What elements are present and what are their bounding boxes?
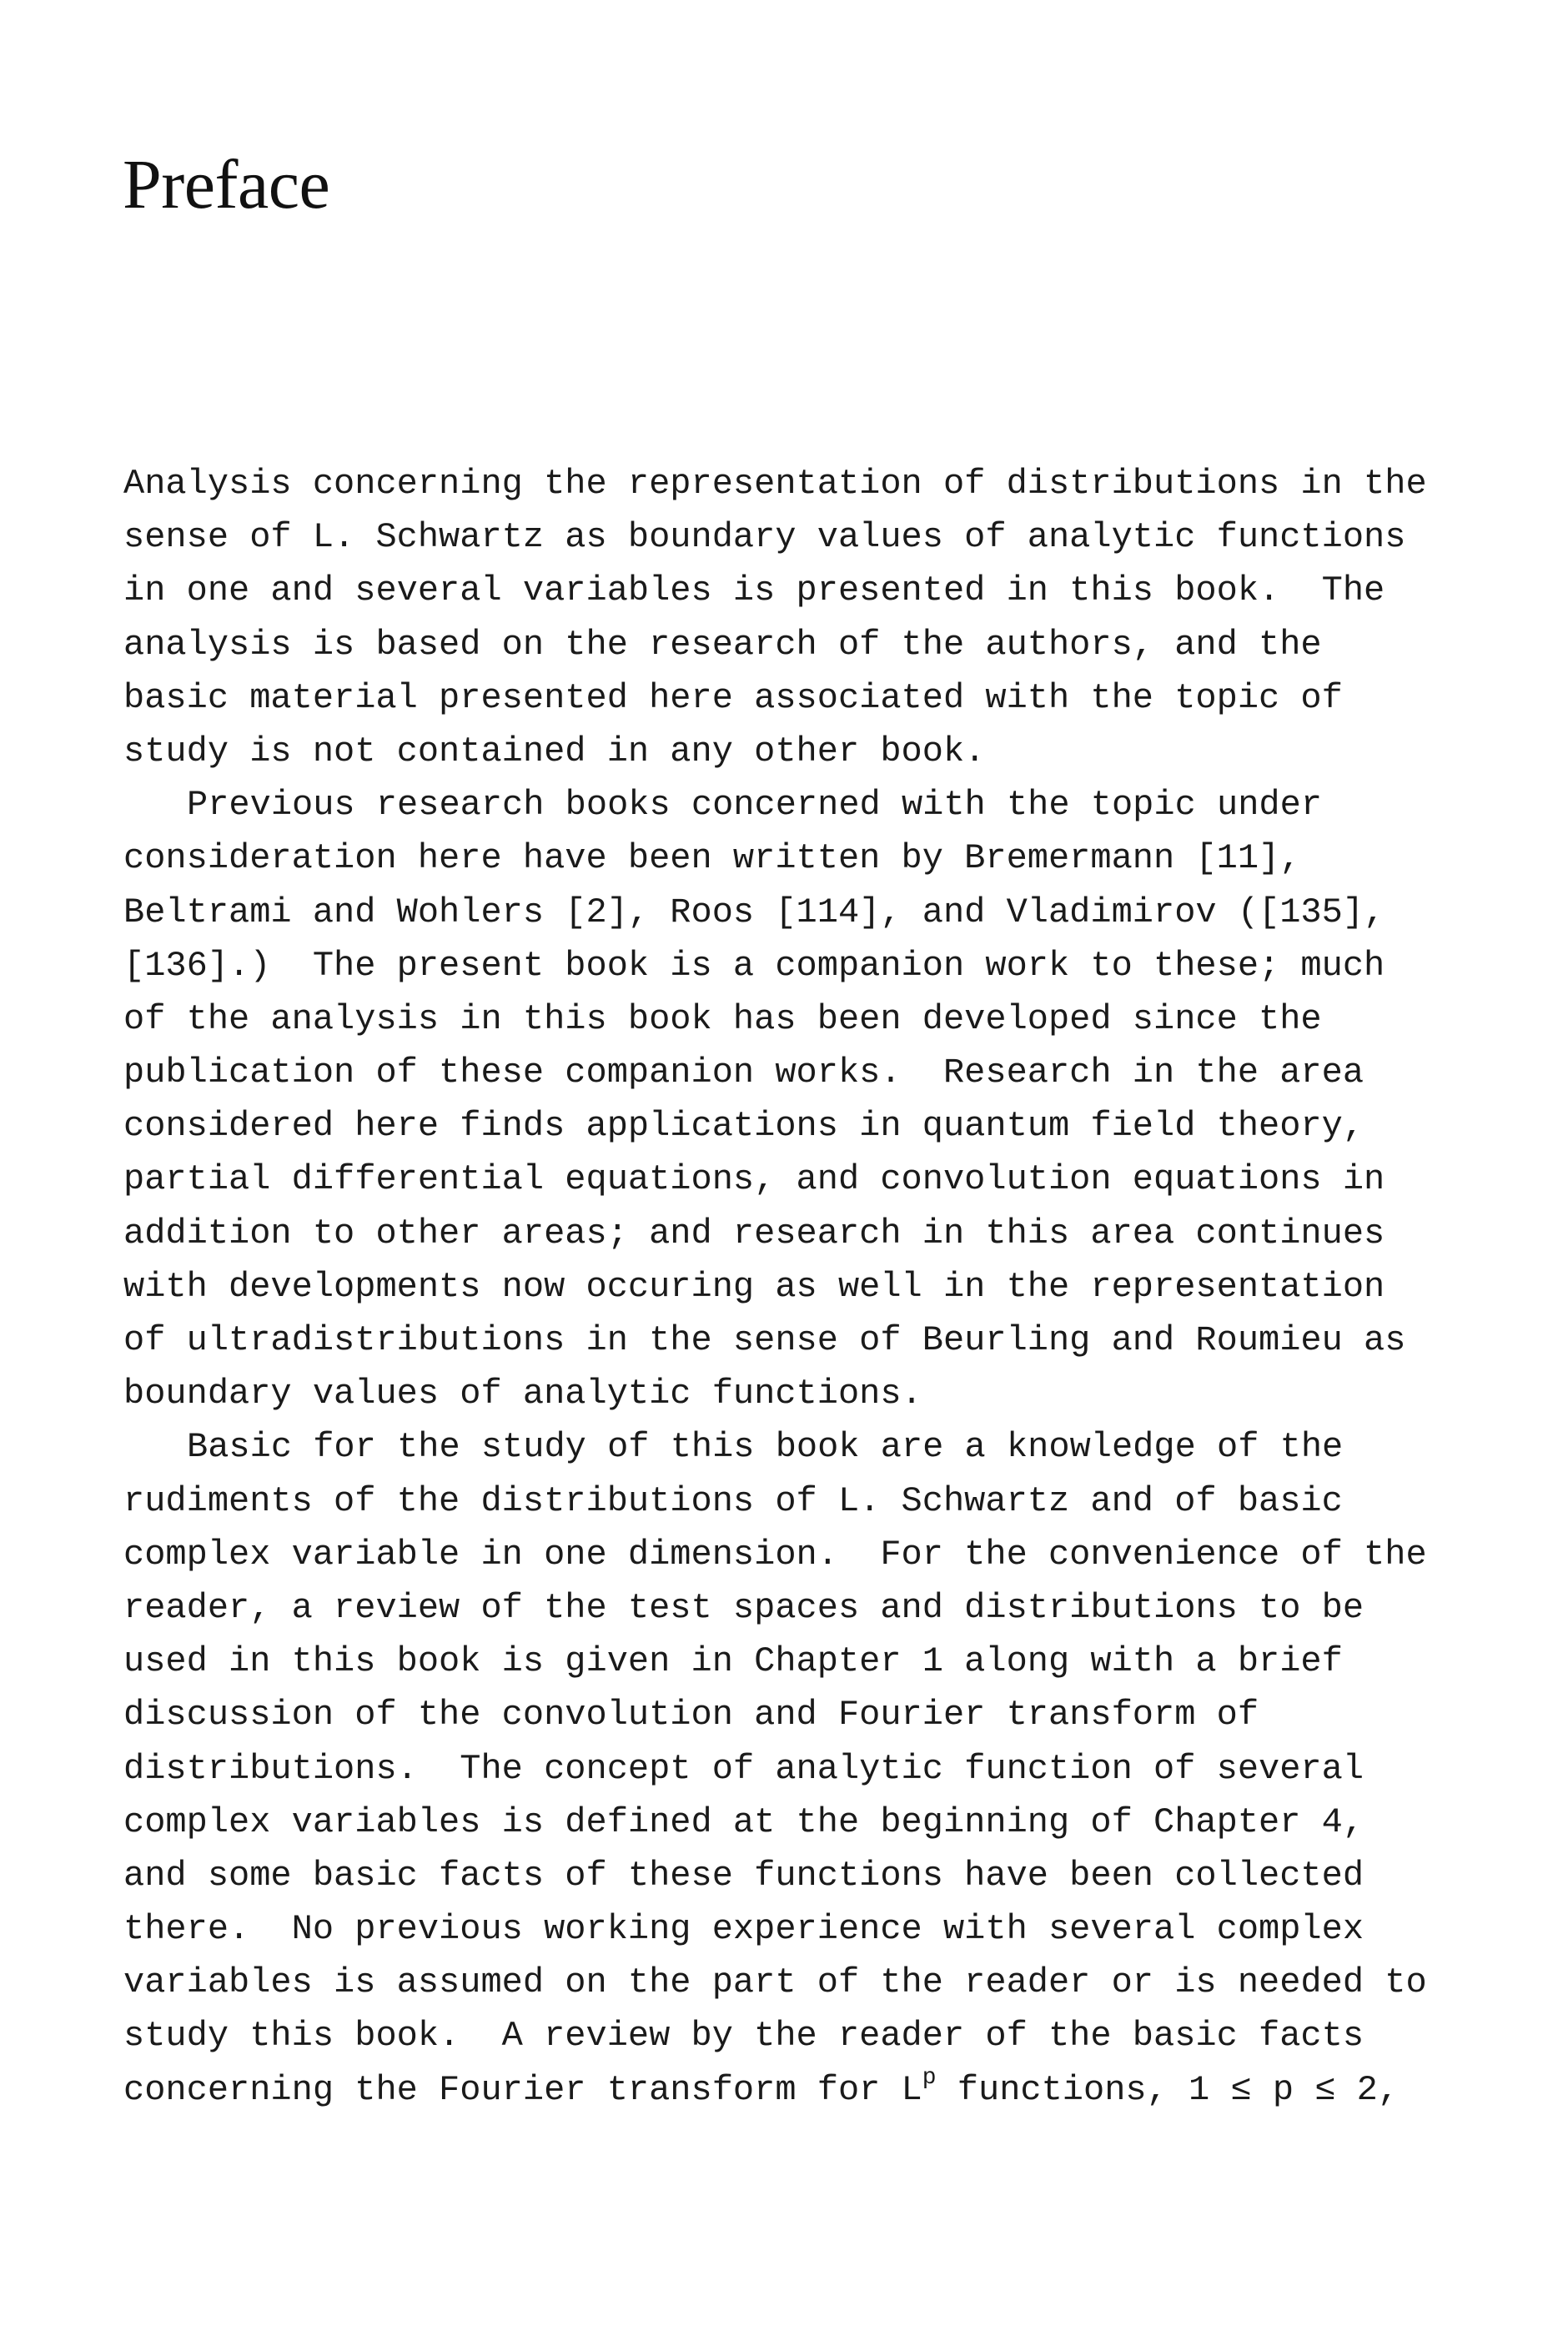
text-line: rudiments of the distributions of L. Schwartz and of basic: [123, 1480, 1343, 1521]
text-line: and some basic facts of these functions have been collected: [123, 1855, 1364, 1896]
text-line: sense of L. Schwartz as boundary values of analytic functions: [123, 517, 1406, 558]
text-line: study is not contained in any other book.: [123, 731, 986, 771]
text-line: discussion of the convolution and Fourier transform of: [123, 1695, 1259, 1736]
text-line: addition to other areas; and research in this area continues: [123, 1213, 1385, 1253]
text-line: reader, a review of the test spaces and distributions to be: [123, 1587, 1364, 1628]
text-line: used in this book is given in Chapter 1 along with a brief: [123, 1641, 1343, 1682]
text-line: basic material presented here associated with the topic of: [123, 677, 1343, 718]
text-line: complex variables is defined at the beginning of Chapter 4,: [123, 1801, 1364, 1842]
text-line: of the analysis in this book has been developed since the: [123, 998, 1322, 1039]
text-line: in one and several variables is presented in this book. The: [123, 570, 1385, 611]
text-line: distributions. The concept of analytic function of several: [123, 1748, 1364, 1789]
text-line: publication of these companion works. Research in the area: [123, 1052, 1364, 1093]
text-line: partial differential equations, and convolution equations in: [123, 1159, 1385, 1200]
text-line: with developments now occuring as well in the representation: [123, 1266, 1385, 1307]
page-title: Preface: [123, 146, 330, 224]
text-line: Basic for the study of this book are a knowledge of the: [187, 1427, 1344, 1468]
text-line: variables is assumed on the part of the reader or is needed to: [123, 1962, 1427, 2003]
preface-body: [123, 457, 1450, 2117]
text-line: [136].) The present book is a companion work to these; much: [123, 945, 1385, 986]
text-line: Previous research books concerned with the topic under: [187, 785, 1323, 826]
text-line-last: concerning the Fourier transform for $L^p$ functions, 1 ≤ p ≤ 2,: [123, 2064, 1400, 2110]
text-line: analysis is based on the research of the authors, and the: [123, 624, 1322, 665]
text-line: complex variable in one dimension. For the convenience of the: [123, 1534, 1427, 1575]
text-line: boundary values of analytic functions.: [123, 1374, 922, 1414]
superscript-p: p: [922, 2064, 937, 2091]
text-line: considered here finds applications in quantum field theory,: [123, 1106, 1364, 1147]
text-line: study this book. A review by the reader of the basic facts: [123, 2016, 1364, 2057]
text-line: Analysis concerning the representation of distributions in the: [123, 464, 1427, 504]
text-line: consideration here have been written by Bremermann [11],: [123, 838, 1301, 879]
text-line: Beltrami and Wohlers [2], Roos [114], and Vladimirov ([135],: [123, 892, 1385, 932]
text-line: of ultradistributions in the sense of Beurling and Roumieu as: [123, 1320, 1406, 1360]
text-line: there. No previous working experience with several complex: [123, 1909, 1364, 1950]
